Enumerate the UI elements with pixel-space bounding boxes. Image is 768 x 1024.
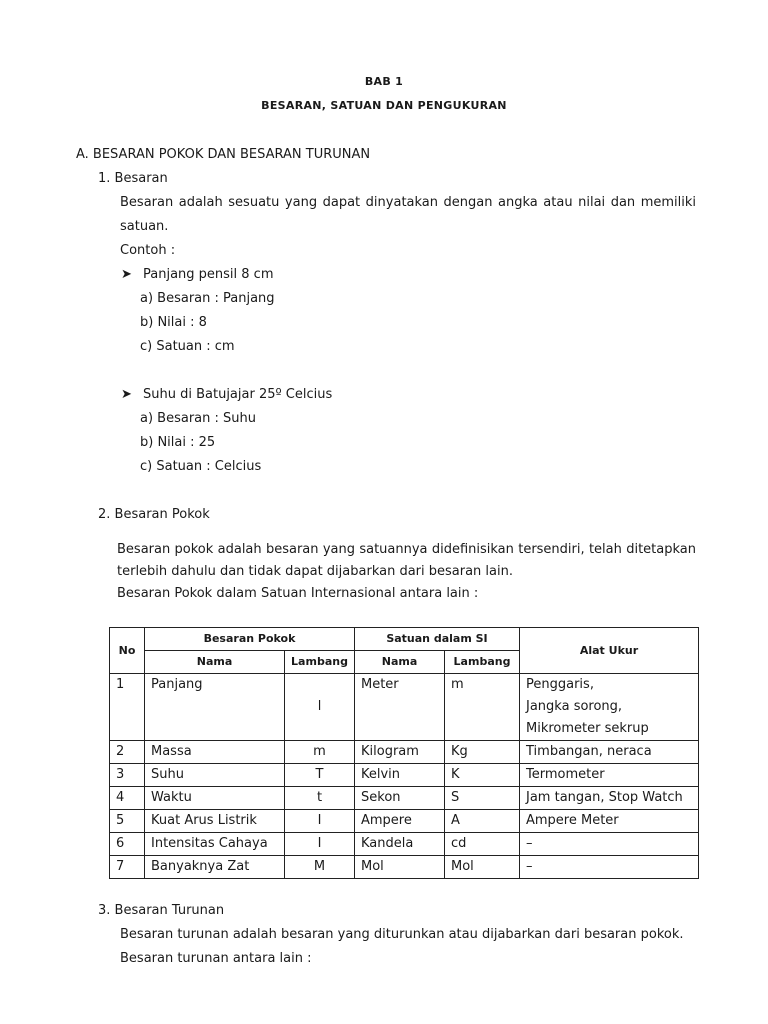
example-2-title: Suhu di Batujajar 25º Celcius: [143, 387, 333, 402]
example-2-nilai: b) Nilai : 25: [140, 435, 216, 450]
table-row: [110, 741, 699, 764]
cell-satuan: Kilogram: [355, 741, 445, 764]
header-no: No: [110, 628, 145, 674]
cell-satuan-lambang: A: [445, 810, 520, 833]
alat-line: Jangka sorong,: [526, 699, 623, 714]
cell-lambang: l: [285, 674, 355, 741]
cell-nama: Massa: [145, 741, 285, 764]
header-satuan-si: Satuan dalam SI: [355, 628, 520, 651]
table-row: [110, 856, 699, 879]
cell-satuan: Ampere: [355, 810, 445, 833]
table-row: [110, 674, 699, 741]
cell-lambang: I: [285, 833, 355, 856]
cell-satuan-lambang: m: [445, 674, 520, 741]
table-row: [110, 787, 699, 810]
alat-line: Mikrometer sekrup: [526, 721, 649, 736]
cell-nama: Kuat Arus Listrik: [145, 810, 285, 833]
cell-nama: Waktu: [145, 787, 285, 810]
cell-alat: Timbangan, neraca: [520, 741, 699, 764]
subsection-1-heading: 1. Besaran: [98, 171, 168, 186]
cell-alat: Termometer: [520, 764, 699, 787]
cell-alat: [520, 674, 699, 741]
chapter-label: BAB 1: [364, 75, 404, 88]
cell-lambang: T: [285, 764, 355, 787]
besaran-definition-line2: satuan.: [120, 219, 169, 234]
subsection-3-heading: 3. Besaran Turunan: [98, 903, 225, 918]
cell-no: 6: [110, 833, 145, 856]
cell-satuan-lambang: Mol: [445, 856, 520, 879]
besaran-turunan-line2: Besaran turunan antara lain :: [120, 951, 312, 966]
cell-no: 1: [110, 674, 145, 741]
cell-satuan: Sekon: [355, 787, 445, 810]
besaran-pokok-line3: Besaran Pokok dalam Satuan Internasional antara lain :: [117, 586, 479, 601]
besaran-pokok-line1: Besaran pokok adalah besaran yang satuannya didefinisikan tersendiri, telah ditetapkan: [117, 542, 696, 557]
cell-lambang: I: [285, 810, 355, 833]
cell-satuan-lambang: Kg: [445, 741, 520, 764]
table-row: [110, 764, 699, 787]
cell-lambang: M: [285, 856, 355, 879]
example-2-satuan: c) Satuan : Celcius: [140, 459, 262, 474]
besaran-pokok-line2: terlebih dahulu dan tidak dapat dijabarkan dari besaran lain.: [117, 564, 513, 579]
cell-satuan-lambang: S: [445, 787, 520, 810]
header-besaran-pokok: Besaran Pokok: [145, 628, 355, 651]
bullet-arrow-icon: ➤: [121, 387, 132, 402]
cell-no: 4: [110, 787, 145, 810]
cell-satuan: Mol: [355, 856, 445, 879]
besaran-definition-line1: Besaran adalah sesuatu yang dapat dinyatakan dengan angka atau nilai dan memiliki: [120, 195, 696, 210]
cell-no: 7: [110, 856, 145, 879]
besaran-turunan-line1: Besaran turunan adalah besaran yang diturunkan atau dijabarkan dari besaran pokok.: [120, 927, 684, 942]
cell-alat: –: [520, 856, 699, 879]
cell-nama: Suhu: [145, 764, 285, 787]
cell-satuan: Meter: [355, 674, 445, 741]
besaran-pokok-table: [109, 627, 699, 879]
cell-alat: Jam tangan, Stop Watch: [520, 787, 699, 810]
cell-satuan: Kelvin: [355, 764, 445, 787]
contoh-label: Contoh :: [120, 243, 176, 258]
cell-satuan: Kandela: [355, 833, 445, 856]
header-nama-satuan: Nama: [355, 651, 445, 674]
cell-lambang: m: [285, 741, 355, 764]
example-2-besaran: a) Besaran : Suhu: [140, 411, 256, 426]
table-row: [110, 833, 699, 856]
cell-no: 3: [110, 764, 145, 787]
table-row: [110, 810, 699, 833]
cell-lambang: t: [285, 787, 355, 810]
header-nama: Nama: [145, 651, 285, 674]
example-1-nilai: b) Nilai : 8: [140, 315, 207, 330]
cell-satuan-lambang: cd: [445, 833, 520, 856]
example-1-title: Panjang pensil 8 cm: [143, 267, 274, 282]
cell-no: 2: [110, 741, 145, 764]
cell-nama: Banyaknya Zat: [145, 856, 285, 879]
subsection-2-heading: 2. Besaran Pokok: [98, 507, 210, 522]
alat-line: Penggaris,: [526, 677, 594, 692]
cell-alat: Ampere Meter: [520, 810, 699, 833]
header-lambang-satuan: Lambang: [445, 651, 520, 674]
example-1-besaran: a) Besaran : Panjang: [140, 291, 275, 306]
chapter-title: BESARAN, SATUAN DAN PENGUKURAN: [261, 99, 507, 112]
header-alat-ukur: Alat Ukur: [520, 628, 699, 674]
cell-satuan-lambang: K: [445, 764, 520, 787]
section-a-heading: A. BESARAN POKOK DAN BESARAN TURUNAN: [76, 147, 371, 162]
example-1-satuan: c) Satuan : cm: [140, 339, 235, 354]
cell-nama: Intensitas Cahaya: [145, 833, 285, 856]
cell-alat: –: [520, 833, 699, 856]
cell-nama: Panjang: [145, 674, 285, 741]
header-lambang: Lambang: [285, 651, 355, 674]
bullet-arrow-icon: ➤: [121, 267, 132, 282]
cell-no: 5: [110, 810, 145, 833]
